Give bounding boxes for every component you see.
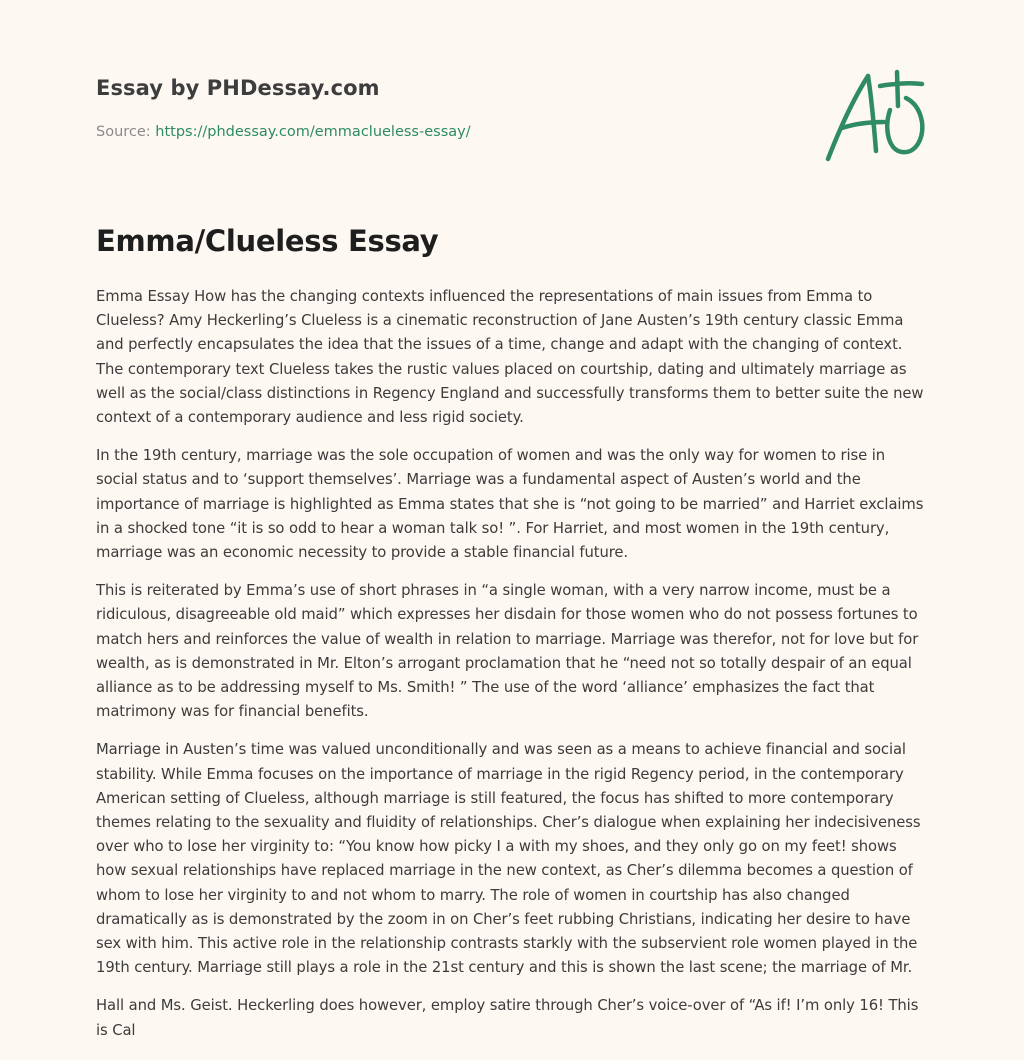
page-title: Emma/Clueless Essay bbox=[96, 224, 439, 258]
source-label: Source: bbox=[96, 124, 151, 140]
essay-paragraph: Emma Essay How has the changing contexts influenced the representations of main issues from Emma to Clueless? Amy Heckerling’s Clueless is a cinematic reconstruction of Jane Austen’s 19th century classic Emma and perfectly encapsulates the idea that the issues of a time, change and adapt with the changing of context. The contemporary text Clueless takes the rustic values placed on courtship, dating and ultimately marriage as well as the social/class distinctions in Regency England and successfully transforms them to better suite the new context of a contemporary audience and less rigid society. bbox=[96, 288, 924, 427]
site-brand: Essay by PHDessay.com bbox=[96, 76, 380, 100]
header bbox=[96, 76, 936, 140]
essay-paragraph: This is reiterated by Emma’s use of short phrases in “a single woman, with a very narrow income, must be a ridiculous, disagreeable old maid” which expresses her disdain for those women who do not possess fortunes to match hers and reinforces the value of wealth in relation to marriage. Marriage was therefor, not for love but for wealth, as is demonstrated in Mr. Elton’s arrogant proclamation that he “need not so totally despair of an equal alliance as to be addressing myself to Ms. Smith! ” The use of the word ‘alliance’ emphasizes the fact that matrimony was for financial benefits. bbox=[96, 582, 919, 721]
essay-body bbox=[96, 285, 928, 1057]
essay-paragraph: In the 19th century, marriage was the sole occupation of women and was the only way for women to rise in social status and to ‘support themselves’. Marriage was a fundamental aspect of Austen’s world and the importance of marriage is highlighted as Emma states that she is “not going to be married” and Harriet exclaims in a shocked tone “it is so odd to hear a woman talk so! ”. For Harriet, and most women in the 19th century, marriage was an economic necessity to provide a stable financial future. bbox=[96, 447, 924, 562]
source-link[interactable]: https://phdessay.com/emmaclueless-essay/ bbox=[155, 124, 471, 140]
essay-paragraph: Marriage in Austen’s time was valued unconditionally and was seen as a means to achieve financial and social stability. While Emma focuses on the importance of marriage in the rigid Regency period, in the contemporary American setting of Clueless, although marriage is still featured, the focus has shifted to more contemporary themes relating to the sexuality and fluidity of relationships. Cher’s dialogue when explaining her indecisiveness over who to lose her virginity to: “You know how picky I a with my shoes, and they only go on my feet! shows how sexual relationships have replaced marriage in the new context, as Cher’s dilemma becomes a question of whom to lose her virginity to and not whom to marry. The role of women in courtship has also changed dramatically as is demonstrated by the zoom in on Cher’s feet rubbing Christians, indicating her desire to have sex with him. This active role in the relationship contrasts starkly with the subservient role women played in the 19th century. Marriage still plays a role in the 21st century and this is shown the last scene; the marriage of Mr. bbox=[96, 741, 921, 977]
a-plus-logo-icon bbox=[818, 66, 930, 166]
source-line bbox=[96, 124, 936, 140]
essay-paragraph: Hall and Ms. Geist. Heckerling does however, employ satire through Cher’s voice-over of “As if! I’m only 16! This is Cal bbox=[96, 997, 919, 1039]
